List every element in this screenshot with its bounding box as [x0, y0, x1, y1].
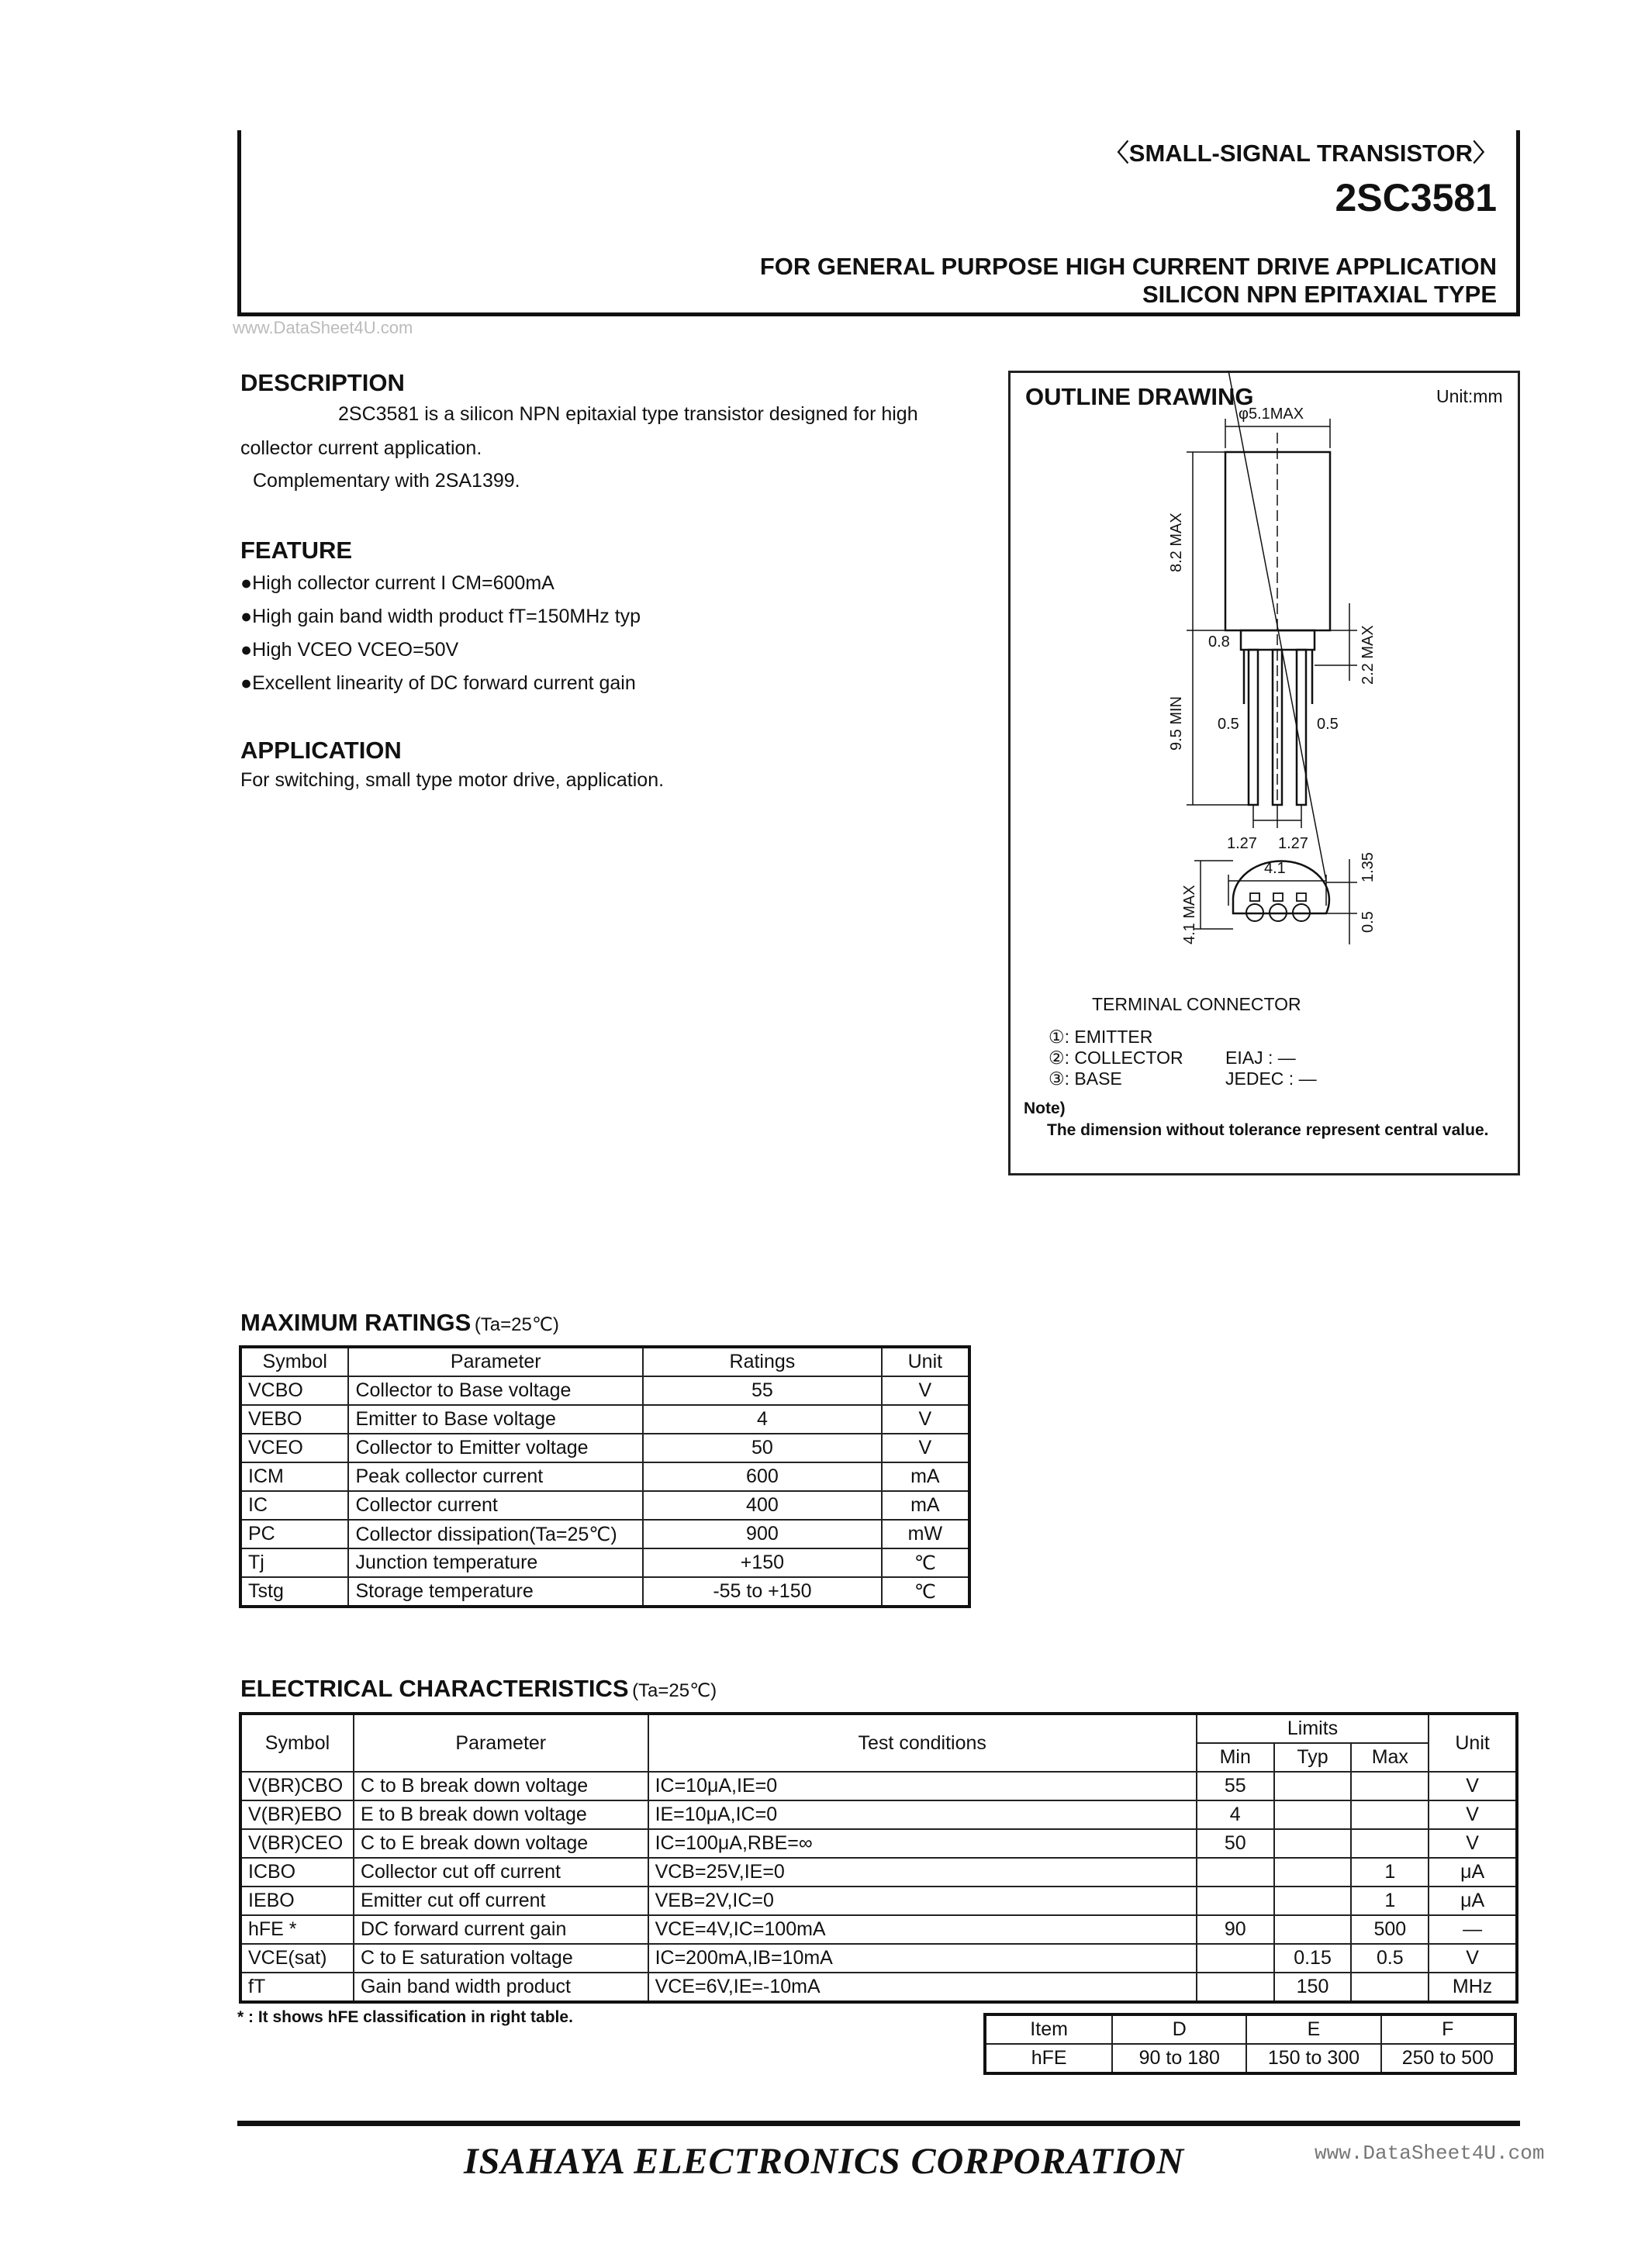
cell-symbol: IEBO: [240, 1887, 354, 1915]
table-row: [240, 1462, 969, 1491]
cell-parameter: Peak collector current: [348, 1462, 643, 1491]
cell-min: 4: [1197, 1800, 1274, 1829]
eiaj-label: EIAJ : —: [1225, 1048, 1296, 1068]
cell-parameter: Emitter cut off current: [354, 1887, 648, 1915]
application-title: APPLICATION: [240, 737, 402, 764]
terminal-list: [1049, 1027, 1183, 1089]
col-header: Item: [985, 2014, 1112, 2044]
table-row: [240, 1944, 1517, 1973]
table-row: [240, 1491, 969, 1520]
dim-d2: 0.5: [1360, 911, 1377, 933]
table-row: [240, 1548, 969, 1577]
feature-item: ●High VCEO VCEO=50V: [240, 639, 459, 661]
cell-parameter: DC forward current gain: [354, 1915, 648, 1944]
dim-body-height: 8.2 MAX: [1168, 513, 1185, 572]
cell-rating: 4: [643, 1405, 882, 1434]
cell-test: IE=10μA,IC=0: [648, 1800, 1197, 1829]
table-header-row: [985, 2014, 1515, 2044]
cell-range: 150 to 300: [1246, 2044, 1380, 2073]
elec-cond: (Ta=25℃): [632, 1680, 717, 1701]
lead-1: [1249, 650, 1258, 805]
cell-symbol: IC: [240, 1491, 348, 1520]
cell-max: 500: [1351, 1915, 1429, 1944]
header-left-rule: [237, 130, 241, 316]
cell-max: 0.5: [1351, 1944, 1429, 1973]
cell-unit: μA: [1429, 1858, 1517, 1887]
cell-min: [1197, 1944, 1274, 1973]
cell-unit: V: [882, 1376, 969, 1405]
elec-table: [239, 1712, 1518, 2004]
col-header-parameter: Parameter: [354, 1714, 648, 1772]
col-header: E: [1246, 2014, 1380, 2044]
dim-pitch-1: 1.27: [1227, 835, 1257, 852]
hfe-class-table: [983, 2013, 1517, 2075]
cell-symbol: ICM: [240, 1462, 348, 1491]
cell-test: VCB=25V,IE=0: [648, 1858, 1197, 1887]
dim-pitch-2: 1.27: [1278, 835, 1308, 852]
cell-max: [1351, 1829, 1429, 1858]
terminal-base: ③: BASE: [1049, 1068, 1122, 1089]
description-line-3: Complementary with 2SA1399.: [253, 470, 520, 492]
cell-unit: mA: [882, 1462, 969, 1491]
cell-min: [1197, 1858, 1274, 1887]
feature-item: ●High collector current I CM=600mA: [240, 572, 555, 594]
cell-max: 1: [1351, 1887, 1429, 1915]
cell-unit: V: [1429, 1829, 1517, 1858]
table-row: [240, 1405, 969, 1434]
category-label: 〈SMALL-SIGNAL TRANSISTOR〉: [1104, 140, 1497, 167]
cell-symbol: V(BR)EBO: [240, 1800, 354, 1829]
cell-symbol: ICBO: [240, 1858, 354, 1887]
cell-min: [1197, 1973, 1274, 2002]
cell-rating: -55 to +150: [643, 1577, 882, 1607]
purpose-line: FOR GENERAL PURPOSE HIGH CURRENT DRIVE APPLICATION: [759, 253, 1497, 280]
col-header-typ: Typ: [1274, 1743, 1352, 1772]
cell-unit: mW: [882, 1520, 969, 1548]
col-header: Parameter: [348, 1347, 643, 1376]
col-header-min: Min: [1197, 1743, 1274, 1772]
cell-test: VCE=4V,IC=100mA: [648, 1915, 1197, 1944]
cell-parameter: C to E saturation voltage: [354, 1944, 648, 1973]
table-row: [240, 1376, 969, 1405]
cell-min: 90: [1197, 1915, 1274, 1944]
table-row: [240, 1858, 1517, 1887]
cell-typ: [1274, 1915, 1352, 1944]
cell-parameter: Storage temperature: [348, 1577, 643, 1607]
cell-test: IC=100μA,RBE=∞: [648, 1829, 1197, 1858]
cell-parameter: Collector dissipation(Ta=25℃): [348, 1520, 643, 1548]
cell-parameter: Collector cut off current: [354, 1858, 648, 1887]
dim-depth: 4.1 MAX: [1181, 885, 1198, 944]
cell-parameter: Collector current: [348, 1491, 643, 1520]
cell-min: 50: [1197, 1829, 1274, 1858]
cell-typ: [1274, 1829, 1352, 1858]
application-text: For switching, small type motor drive, application.: [240, 769, 665, 791]
feature-item: ●Excellent linearity of DC forward current gain: [240, 672, 636, 694]
cell-max: [1351, 1973, 1429, 2002]
dim-d1: 1.35: [1360, 852, 1377, 882]
cell-parameter: C to B break down voltage: [354, 1772, 648, 1800]
cell-typ: [1274, 1772, 1352, 1800]
col-header-symbol: Symbol: [240, 1714, 354, 1772]
cell-max: 1: [1351, 1858, 1429, 1887]
feature-title: FEATURE: [240, 537, 353, 564]
cell-parameter: Gain band width product: [354, 1973, 648, 2002]
cell-unit: MHz: [1429, 1973, 1517, 2002]
cell-symbol: VCE(sat): [240, 1944, 354, 1973]
table-row: [240, 1800, 1517, 1829]
cell-parameter: E to B break down voltage: [354, 1800, 648, 1829]
table-header-row: [240, 1347, 969, 1376]
cell-symbol: Tstg: [240, 1577, 348, 1607]
cell-typ: [1274, 1858, 1352, 1887]
table-row: [240, 1577, 969, 1607]
feature-item: ●High gain band width product fT=150MHz typ: [240, 606, 641, 627]
outline-title: OUTLINE DRAWING: [1025, 383, 1254, 410]
cell-unit: mA: [882, 1491, 969, 1520]
elec-title: ELECTRICAL CHARACTERISTICS: [240, 1675, 629, 1702]
max-ratings-table: [239, 1345, 971, 1608]
description-line-1: 2SC3581 is a silicon NPN epitaxial type transistor designed for high: [338, 403, 918, 425]
col-header: Unit: [882, 1347, 969, 1376]
max-ratings-cond: (Ta=25℃): [474, 1314, 559, 1335]
cell-unit: V: [1429, 1772, 1517, 1800]
cell-symbol: VEBO: [240, 1405, 348, 1434]
cell-test: IC=200mA,IB=10mA: [648, 1944, 1197, 1973]
cell-test: VCE=6V,IE=-10mA: [648, 1973, 1197, 2002]
cell-symbol: V(BR)CBO: [240, 1772, 354, 1800]
outline-unit: Unit:mm: [1436, 386, 1503, 406]
dim-lead-thickness-right: 0.5: [1317, 716, 1339, 733]
cell-rating: 55: [643, 1376, 882, 1405]
note-text: The dimension without tolerance represent central value.: [1047, 1121, 1489, 1139]
table-row: [240, 1434, 969, 1462]
cell-max: [1351, 1772, 1429, 1800]
table-row: [240, 1520, 969, 1548]
terminal-emitter: ①: EMITTER: [1049, 1027, 1153, 1047]
part-number: 2SC3581: [1335, 176, 1497, 219]
elec-heading: [240, 1675, 717, 1703]
type-line: SILICON NPN EPITAXIAL TYPE: [1142, 281, 1497, 308]
table-row: [240, 1829, 1517, 1858]
elec-footnote: * : It shows hFE classification in right table.: [237, 2008, 573, 2026]
table-row: [240, 1915, 1517, 1944]
cell-min: 55: [1197, 1772, 1274, 1800]
cell-symbol: fT: [240, 1973, 354, 2002]
cell-range: 90 to 180: [1112, 2044, 1246, 2073]
cell-unit: V: [882, 1405, 969, 1434]
cell-max: [1351, 1800, 1429, 1829]
cell-unit: μA: [1429, 1887, 1517, 1915]
footer-rule: [237, 2121, 1520, 2126]
table-row: [240, 1887, 1517, 1915]
cell-symbol: VCEO: [240, 1434, 348, 1462]
cell-test: IC=10μA,IE=0: [648, 1772, 1197, 1800]
footer-corporation: ISAHAYA ELECTRONICS CORPORATION: [463, 2141, 1185, 2182]
col-header: D: [1112, 2014, 1246, 2044]
cell-test: VEB=2V,IC=0: [648, 1887, 1197, 1915]
dim-step: 2.2 MAX: [1360, 625, 1377, 685]
table-row: [985, 2044, 1515, 2073]
cell-unit: —: [1429, 1915, 1517, 1944]
lead-3: [1297, 650, 1306, 805]
table-row: [240, 1973, 1517, 2002]
cell-unit: V: [1429, 1944, 1517, 1973]
col-header: Symbol: [240, 1347, 348, 1376]
dim-lead-thickness-left: 0.5: [1218, 716, 1239, 733]
col-header: Ratings: [643, 1347, 882, 1376]
header-right-rule: [1516, 130, 1520, 316]
table-row: [240, 1772, 1517, 1800]
col-header: F: [1381, 2014, 1515, 2044]
cell-rating: 600: [643, 1462, 882, 1491]
cell-unit: V: [882, 1434, 969, 1462]
cell-parameter: Collector to Base voltage: [348, 1376, 643, 1405]
dim-width: 4.1: [1264, 860, 1286, 877]
terminal-title: TERMINAL CONNECTOR: [1092, 994, 1301, 1014]
cell-typ: [1274, 1887, 1352, 1915]
cell-unit: V: [1429, 1800, 1517, 1829]
cell-rating: 900: [643, 1520, 882, 1548]
cell-parameter: Junction temperature: [348, 1548, 643, 1577]
cell-unit: ℃: [882, 1577, 969, 1607]
cell-typ: 150: [1274, 1973, 1352, 2002]
cell-symbol: hFE *: [240, 1915, 354, 1944]
cell-parameter: C to E break down voltage: [354, 1829, 648, 1858]
cell-rating: +150: [643, 1548, 882, 1577]
dim-lead-length: 9.5 MIN: [1168, 696, 1185, 751]
cell-symbol: PC: [240, 1520, 348, 1548]
table-header-row: [240, 1714, 1517, 1743]
note-title: Note): [1024, 1099, 1066, 1117]
cell-symbol: VCBO: [240, 1376, 348, 1405]
cell-typ: [1274, 1800, 1352, 1829]
description-title: DESCRIPTION: [240, 369, 405, 396]
max-ratings-title: MAXIMUM RATINGS: [240, 1309, 472, 1336]
dim-dia: φ5.1MAX: [1239, 406, 1304, 423]
cell-parameter: Emitter to Base voltage: [348, 1405, 643, 1434]
footer-site-link[interactable]: www.DataSheet4U.com: [1315, 2142, 1545, 2165]
watermark: www.DataSheet4U.com: [233, 318, 413, 337]
dim-lead-width: 0.8: [1208, 633, 1230, 651]
header-bottom-rule: [237, 312, 1520, 316]
cell-symbol: V(BR)CEO: [240, 1829, 354, 1858]
cell-range: 250 to 500: [1381, 2044, 1515, 2073]
description-line-2: collector current application.: [240, 437, 482, 459]
terminal-collector: ②: COLLECTOR: [1049, 1048, 1183, 1068]
cell-parameter: Collector to Emitter voltage: [348, 1434, 643, 1462]
col-header-unit: Unit: [1429, 1714, 1517, 1772]
cell-typ: 0.15: [1274, 1944, 1352, 1973]
cell-unit: ℃: [882, 1548, 969, 1577]
cell-symbol: Tj: [240, 1548, 348, 1577]
cell-item: hFE: [985, 2044, 1112, 2073]
col-header-limits: Limits: [1197, 1714, 1429, 1743]
col-header-max: Max: [1351, 1743, 1429, 1772]
max-ratings-heading: [240, 1309, 559, 1337]
cell-rating: 400: [643, 1491, 882, 1520]
cell-min: [1197, 1887, 1274, 1915]
cell-rating: 50: [643, 1434, 882, 1462]
jedec-label: JEDEC : —: [1225, 1068, 1317, 1089]
col-header-test: Test conditions: [648, 1714, 1197, 1772]
